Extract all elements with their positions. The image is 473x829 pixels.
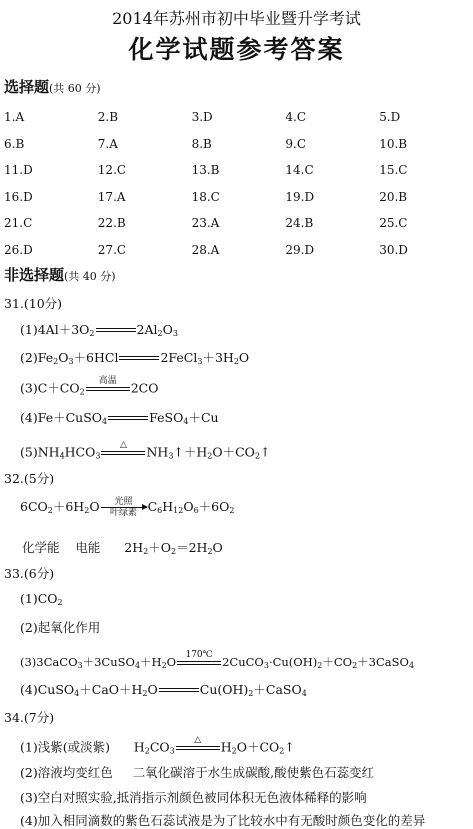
answer-cell: 21.C: [4, 216, 33, 231]
answer-row: [4, 210, 473, 237]
answer-cell: 23.A: [191, 216, 220, 231]
answer-cell: 1.A: [4, 110, 25, 125]
q34-condition-heat: △: [194, 735, 202, 745]
answer-cell: 3.D: [191, 110, 213, 125]
answer-row: [4, 104, 473, 131]
q31-answer-3: $(3)C+CO_2$ 高温 2CO: [20, 376, 159, 397]
q32-condition-chlorophyll: 叶绿素: [110, 508, 138, 518]
answer-cell: 10.B: [379, 136, 408, 151]
answer-cell: 30.D: [379, 242, 408, 257]
answer-cell: 26.D: [4, 242, 33, 257]
q33-answer-4: $(4)CuSO_4+CaO+H_2O$ $Cu(OH)_2+CaSO_4$: [20, 682, 307, 698]
answer-cell: 22.B: [97, 216, 126, 231]
exam-title: 2014年苏州市初中毕业暨升学考试: [112, 9, 361, 28]
answer-row: [4, 131, 473, 158]
q33-answer-1: $(1)CO_2$: [20, 591, 63, 607]
answer-cell: 24.B: [285, 216, 314, 231]
q34-answer-1: (1)浅紫(或淡紫) $H_2CO_3$ △ $H_2O+CO_2↑$: [20, 735, 295, 756]
answer-row: [4, 157, 473, 184]
q31-condition-heat: △: [120, 440, 127, 450]
answer-cell: 2.B: [97, 110, 119, 125]
answer-cell: 17.A: [97, 189, 126, 204]
answer-cell: 15.C: [379, 163, 408, 178]
q34-answer-3: (3)空白对照实验,抵消指示剂颜色被同体积无色液体稀释的影响: [20, 790, 367, 805]
q34-answer-2-explanation: 二氧化碳溶于水生成碳酸,酸使紫色石蕊变红: [132, 765, 375, 780]
q33-condition-temperature: 170℃: [185, 650, 213, 660]
q31-heading: 31.(10分): [4, 296, 63, 311]
answer-cell: 11.D: [4, 163, 33, 178]
q31-answer-2: $(2)Fe_2O_3+6HCl$ $2FeCl_3+3H_2O$: [20, 350, 250, 366]
q31-answer-4: (4)Fe＋CuSO$_4$ FeSO$_4$＋Cu: [20, 410, 219, 426]
answer-key-title: 化学试题参考答案: [128, 35, 345, 64]
answer-cell: 29.D: [285, 242, 315, 257]
q32-energy-line: 化学能 电能 $2H_2+O_2=2H_2O$: [22, 540, 223, 556]
q34-answer-4: (4)加入相同滴数的紫色石蕊试液是为了比较水中有无酸时颜色变化的差异: [20, 813, 426, 828]
q32-photosynthesis-equation: $6CO_2+6H_2O$ 光照 叶绿素 $C_6H_{12}O_6+6O_2$: [20, 497, 235, 518]
answer-cell: 16.D: [4, 189, 33, 204]
non-multiple-choice-heading: 非选择题(共 40 分): [4, 266, 116, 284]
answer-row: [4, 237, 473, 264]
multiple-choice-score: (共 60 分): [49, 82, 101, 95]
answer-cell: 27.C: [97, 242, 127, 257]
q33-answer-2: (2)起氧化作用: [20, 620, 101, 635]
q34-answer-2: (2)溶液均变红色 二氧化碳溶于水生成碳酸,酸使紫色石蕊变红: [20, 765, 375, 780]
q32-energy-chemical: 化学能: [22, 540, 60, 555]
q33-answer-3: $(3)3CaCO_3+3CuSO_4+H_2O$ 170℃ $2CuCO_3\cdot Cu(OH)_2+CO_2+3CaSO_4$: [20, 650, 415, 670]
multiple-choice-heading: 选择题(共 60 分): [4, 78, 101, 96]
q32-heading: 32.(5分): [4, 471, 55, 486]
answer-cell: 9.C: [285, 136, 307, 151]
non-multiple-choice-score: (共 40 分): [64, 270, 116, 283]
answer-cell: 5.D: [379, 110, 401, 125]
q31-condition-high-temp: 高温: [98, 376, 117, 386]
answer-cell: 13.B: [191, 163, 220, 178]
answer-cell: 14.C: [285, 163, 314, 178]
q34-heading: 34.(7分): [4, 710, 55, 725]
q33-heading: 33.(6分): [4, 566, 55, 581]
answer-cell: 12.C: [97, 163, 127, 178]
answer-cell: 4.C: [285, 110, 307, 125]
q31-answer-5: $(5)NH_4HCO_3$ △ $NH_3↑+H_2O+CO_2↑$: [20, 440, 271, 461]
q32-condition-light: 光照: [114, 497, 133, 507]
answer-cell: 6.B: [4, 136, 25, 151]
answer-cell: 20.B: [379, 189, 408, 204]
answer-cell: 28.A: [191, 242, 220, 257]
answer-cell: 19.D: [285, 189, 315, 204]
q32-energy-electric: 电能: [75, 540, 101, 555]
answer-cell: 8.B: [191, 136, 212, 151]
answer-cell: 7.A: [97, 136, 118, 151]
q31-answer-1: $(1)4Al+3O_2$ $2Al_2O_3$: [20, 322, 178, 338]
answer-cell: 18.C: [191, 189, 220, 204]
answer-cell: 25.C: [379, 216, 408, 231]
multiple-choice-answers: [4, 104, 473, 263]
answer-row: [4, 184, 473, 211]
